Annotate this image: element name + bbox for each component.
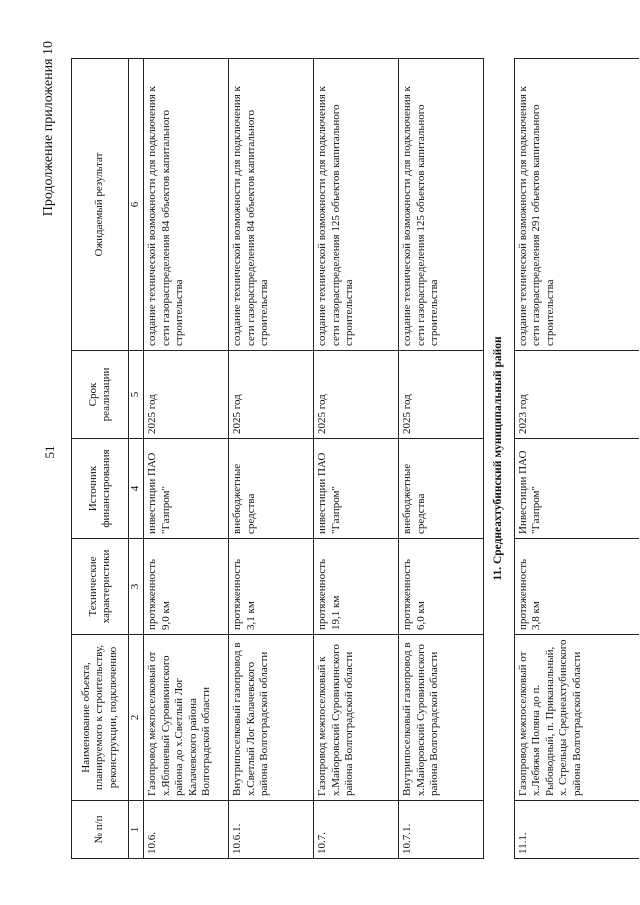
row-name: Внутрипоселковый газопровод в х.Светлый Лог Калачевского района Волгоградской области — [229, 635, 314, 801]
row-spec: протяженность 3,8 км — [514, 539, 639, 635]
projects-table — [71, 58, 639, 859]
table-row — [514, 59, 639, 859]
column-number: 6 — [129, 59, 144, 351]
row-name: Газопровод межпоселковый к х.Майоровский Суровикинского района Волгоградской области — [314, 635, 399, 801]
rotated-page — [35, 37, 605, 867]
table-row — [229, 59, 314, 859]
page-number: 51 — [42, 445, 57, 459]
row-source: инвестиции ПАО "Газпром" — [144, 439, 229, 539]
table-row — [399, 59, 484, 859]
row-num: 10.7.1. — [399, 801, 484, 859]
header-result: Ожидаемый результат — [72, 59, 129, 351]
row-num: 10.6. — [144, 801, 229, 859]
row-result: создание технической возможности для подключения к сети газораспределения 84 объектов капитального строительства — [229, 59, 314, 351]
column-number: 2 — [129, 635, 144, 801]
row-spec: протяженность 3,1 км — [229, 539, 314, 635]
column-number-row — [129, 59, 144, 859]
row-source: внебюджетные средства — [229, 439, 314, 539]
row-term: 2025 год — [399, 351, 484, 439]
row-spec: протяженность 6,0 км — [399, 539, 484, 635]
column-number: 5 — [129, 351, 144, 439]
row-result: создание технической возможности для подключения к сети газораспределения 84 объектов капитального строительства — [144, 59, 229, 351]
row-term: 2025 год — [229, 351, 314, 439]
header-term: Срок реализации — [72, 351, 129, 439]
column-number: 3 — [129, 539, 144, 635]
row-num: 11.1. — [514, 801, 639, 859]
row-spec: протяженность 19,1 км — [314, 539, 399, 635]
row-name: Газопровод межпоселковый от х.Яблоневый Суровикинского района до х.Светлый Лог Калачевского района Волгоградской области — [144, 635, 229, 801]
header-num: № п/п — [72, 801, 129, 859]
column-number: 4 — [129, 439, 144, 539]
table-row — [314, 59, 399, 859]
row-term: 2023 год — [514, 351, 639, 439]
row-result: создание технической возможности для подключения к сети газораспределения 291 объектов капитального строительства — [514, 59, 639, 351]
column-number: 1 — [129, 801, 144, 859]
row-source: внебюджетные средства — [399, 439, 484, 539]
row-num: 10.6.1. — [229, 801, 314, 859]
header-spec: Технические характеристики — [72, 539, 129, 635]
row-name: Внутрипоселковый газопровод в х.Майоровский Суровикинского района Волгоградской области — [399, 635, 484, 801]
row-num: 10.7. — [314, 801, 399, 859]
header-source: Источник финансирования — [72, 439, 129, 539]
row-term: 2025 год — [314, 351, 399, 439]
section-title-row — [484, 59, 515, 859]
header-name: Наименование объекта, планируемого к строительству, реконструкции, подключению — [72, 635, 129, 801]
row-spec: протяженность 9,0 км — [144, 539, 229, 635]
row-name: Газопровод межпоселковый от х.Лебяжья Поляна до п. Рыбоводный, п. Приканальный, х. Стрельцы Среднеахтубинского района Волгоградской области — [514, 635, 639, 801]
section-title: 11. Среднеахтубинский муниципальный район — [484, 59, 515, 859]
table-row — [144, 59, 229, 859]
row-result: создание технической возможности для подключения к сети газораспределения 125 объектов капитального строительства — [399, 59, 484, 351]
row-term: 2025 год — [144, 351, 229, 439]
row-result: создание технической возможности для подключения к сети газораспределения 125 объектов капитального строительства — [314, 59, 399, 351]
row-source: инвестиции ПАО "Газпром" — [314, 439, 399, 539]
header-row — [72, 59, 129, 859]
continuation-label: Продолжение приложения 10 — [41, 41, 56, 217]
row-source: Инвестиции ПАО "Газпром" — [514, 439, 639, 539]
